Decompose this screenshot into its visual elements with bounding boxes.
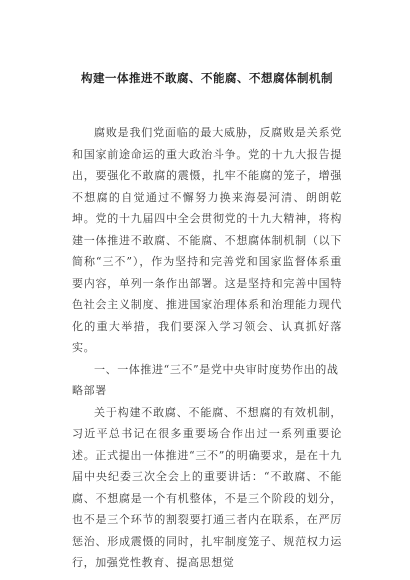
paragraph-intro: 腐败是我们党面临的最大威胁，反腐败是关系党和国家前途命运的重大政治斗争。党的十九大报告提出，要强化不敢腐的震慑，扎牢不能腐的笼子，增强不想腐的自觉通过不懈努力换来海晏河清、朗朗乾坤。党的十九届四中全会贯彻党的十九大精神，将构建一体推进不敢腐、不能腐、不想腐体制机制（以下简称“三不”），作为坚持和完善党和国家监督体系重要内容，单列一条作出部署。这是坚持和完善中国特色社会主义制度、推进国家治理体系和治理能力现代化的重大举措，我们要深入学习领会、认真抓好落实。 [72,126,342,354]
section-heading-1: 一、一体推进“三不”是党中央审时度势作出的战略部署 [72,362,339,397]
paragraph-section-1: 关于构建不敢腐、不能腐、不想腐的有效机制，习近平总书记在很多重要场合作出过一系列重要论述。正式提出一体推进“三不”的明确要求，是在十九届中央纪委三次全会上的重要讲话：“不敢腐、不能腐、不想腐是一个有机整体，不是三个阶段的划分，也不是三个环节的割裂要打通三者内在联系，在严厉惩治、形成震慑的同时，扎牢制度笼子、规范权力运行，加强党性教育、提高思想觉 [72,405,342,569]
document-title: 构建一体推进不敢腐、不能腐、不想腐体制机制 [81,71,333,85]
